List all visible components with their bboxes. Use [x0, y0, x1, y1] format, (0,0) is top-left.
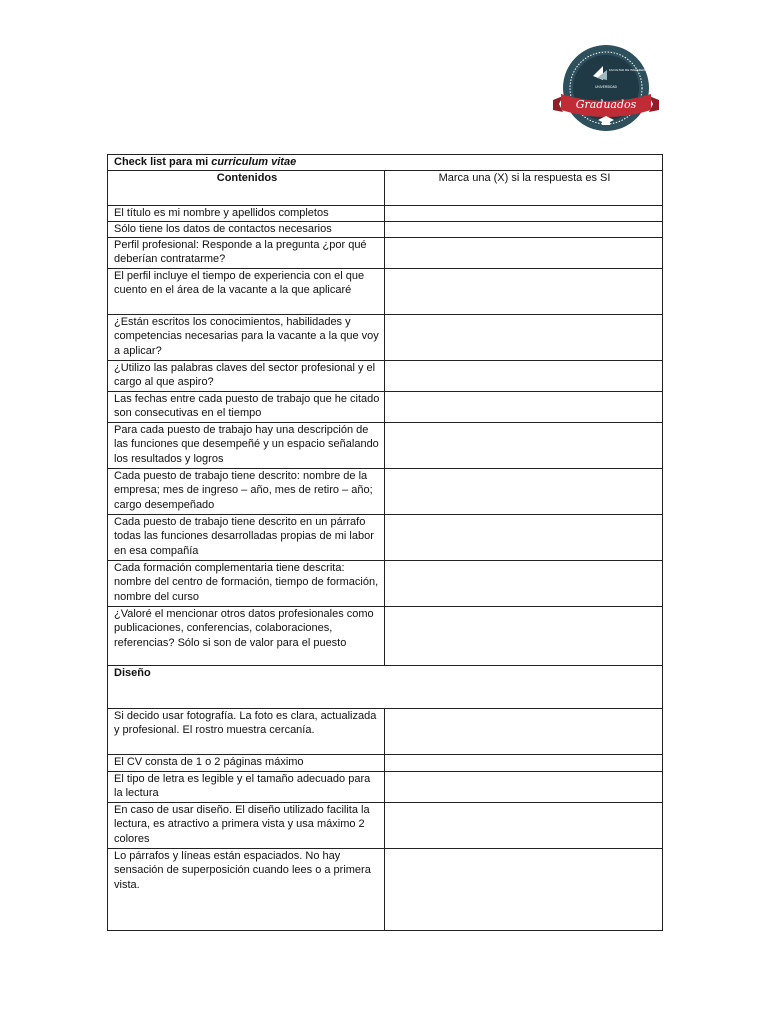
- contenidos-item-text: Cada puesto de trabajo tiene descrito: nombre de la empresa; mes de ingreso – año, mes de retiro – año; cargo desempeñado: [108, 468, 385, 514]
- contenidos-item-mark-cell[interactable]: [385, 221, 663, 237]
- contenidos-item-mark-cell[interactable]: [385, 314, 663, 360]
- contenidos-item-row: [108, 314, 663, 360]
- diseno-item-text: En caso de usar diseño. El diseño utilizado facilita la lectura, es atractivo a primera vista y usa máximo 2 colores: [108, 802, 385, 848]
- diseno-item-row: [108, 802, 663, 848]
- checklist-body: [108, 155, 663, 931]
- contenidos-item-text: Las fechas entre cada puesto de trabajo que he citado son consecutivas en el tiempo: [108, 391, 385, 422]
- contenidos-item-text: Cada puesto de trabajo tiene descrito en un párrafo todas las funciones desarrolladas propias de mi labor en esa compañía: [108, 514, 385, 560]
- mark-x-field[interactable]: [391, 755, 658, 769]
- diseno-item-row: [108, 754, 663, 771]
- mark-x-field[interactable]: [391, 315, 658, 329]
- graduados-logo: [551, 44, 673, 136]
- mark-x-field[interactable]: [391, 206, 658, 220]
- contenidos-item-row: [108, 391, 663, 422]
- contenidos-item-row: [108, 514, 663, 560]
- contenidos-item-mark-cell[interactable]: [385, 360, 663, 391]
- contenidos-item-text: Sólo tiene los datos de contactos necesarios: [108, 221, 385, 237]
- ribbon-graduados-text: Graduados: [575, 98, 637, 111]
- diseno-item-mark-cell[interactable]: [385, 708, 663, 754]
- contenidos-item-mark-cell[interactable]: [385, 422, 663, 468]
- mark-x-field[interactable]: [391, 772, 658, 786]
- header-contenidos: Contenidos: [108, 170, 385, 205]
- header-mark-instruction: Marca una (X) si la respuesta es SI: [385, 170, 663, 205]
- diseno-item-row: [108, 771, 663, 802]
- mark-x-field[interactable]: [391, 238, 658, 252]
- seal-faculty-text: FACULTAD DE INGENIERÍA JULIO GARAVITO: [609, 68, 673, 72]
- contenidos-item-mark-cell[interactable]: [385, 514, 663, 560]
- mark-x-field[interactable]: [391, 423, 658, 437]
- contenidos-item-row: [108, 468, 663, 514]
- diseno-item-mark-cell[interactable]: [385, 771, 663, 802]
- diseno-item-mark-cell[interactable]: [385, 802, 663, 848]
- diseno-item-text: El CV consta de 1 o 2 páginas máximo: [108, 754, 385, 771]
- contenidos-item-mark-cell[interactable]: [385, 560, 663, 606]
- diseno-item-text: Lo párrafos y líneas están espaciados. No hay sensación de superposición cuando lees o a primera vista.: [108, 848, 385, 930]
- seal-university-text: UNIVERSIDAD: [595, 85, 617, 89]
- contenidos-item-row: [108, 237, 663, 268]
- section-diseno-heading: Diseño: [108, 665, 663, 708]
- contenidos-item-row: [108, 606, 663, 665]
- mark-x-field[interactable]: [391, 269, 658, 283]
- cv-checklist-table: [107, 154, 663, 931]
- contenidos-item-row: [108, 422, 663, 468]
- diseno-item-text: Si decido usar fotografía. La foto es clara, actualizada y profesional. El rostro muestra cercanía.: [108, 708, 385, 754]
- graduados-seal-icon: [551, 44, 673, 136]
- mark-x-field[interactable]: [391, 222, 658, 236]
- diseno-item-mark-cell[interactable]: [385, 754, 663, 771]
- diseno-item-mark-cell[interactable]: [385, 848, 663, 930]
- contenidos-item-mark-cell[interactable]: [385, 468, 663, 514]
- diseno-section-row: [108, 665, 663, 708]
- contenidos-item-text: Cada formación complementaria tiene descrita: nombre del centro de formación, tiempo de formación, nombre del curso: [108, 560, 385, 606]
- mark-x-field[interactable]: [391, 515, 658, 529]
- contenidos-item-text: ¿Utilizo las palabras claves del sector profesional y el cargo al que aspiro?: [108, 360, 385, 391]
- mark-x-field[interactable]: [391, 849, 658, 863]
- contenidos-item-row: [108, 560, 663, 606]
- graduation-cap-base-icon: [602, 122, 610, 125]
- contenidos-item-mark-cell[interactable]: [385, 606, 663, 665]
- diseno-item-row: [108, 708, 663, 754]
- checklist-title-prefix: Check list para mi: [114, 156, 212, 168]
- contenidos-item-row: [108, 205, 663, 221]
- mark-x-field[interactable]: [391, 607, 658, 621]
- contenidos-item-text: Para cada puesto de trabajo hay una descripción de las funciones que desempeñé y un espacio señalando los resultados y logros: [108, 422, 385, 468]
- diseno-item-text: El tipo de letra es legible y el tamaño adecuado para la lectura: [108, 771, 385, 802]
- mark-x-field[interactable]: [391, 803, 658, 817]
- checklist-title-row: [108, 155, 663, 171]
- mark-x-field[interactable]: [391, 469, 658, 483]
- diseno-item-row: [108, 848, 663, 930]
- contenidos-item-mark-cell[interactable]: [385, 205, 663, 221]
- contenidos-item-mark-cell[interactable]: [385, 237, 663, 268]
- contenidos-item-text: Perfil profesional: Responde a la pregunta ¿por qué deberían contratarme?: [108, 237, 385, 268]
- checklist-header-row: [108, 170, 663, 205]
- mark-x-field[interactable]: [391, 392, 658, 406]
- contenidos-item-row: [108, 360, 663, 391]
- contenidos-item-mark-cell[interactable]: [385, 268, 663, 314]
- mark-x-field[interactable]: [391, 561, 658, 575]
- contenidos-item-text: ¿Están escritos los conocimientos, habilidades y competencias necesarias para la vacante a la que voy a aplicar?: [108, 314, 385, 360]
- contenidos-item-row: [108, 268, 663, 314]
- contenidos-item-text: El perfil incluye el tiempo de experiencia con el que cuento en el área de la vacante a la que aplicaré: [108, 268, 385, 314]
- checklist-title: [108, 155, 663, 171]
- contenidos-item-text: El título es mi nombre y apellidos completos: [108, 205, 385, 221]
- checklist-title-italic: curriculum vitae: [211, 156, 297, 168]
- mark-x-field[interactable]: [391, 709, 658, 723]
- contenidos-item-text: ¿Valoré el mencionar otros datos profesionales como publicaciones, conferencias, colaboraciones, referencias? Sólo si son de valor para el puesto: [108, 606, 385, 665]
- contenidos-item-mark-cell[interactable]: [385, 391, 663, 422]
- contenidos-item-row: [108, 221, 663, 237]
- mark-x-field[interactable]: [391, 361, 658, 375]
